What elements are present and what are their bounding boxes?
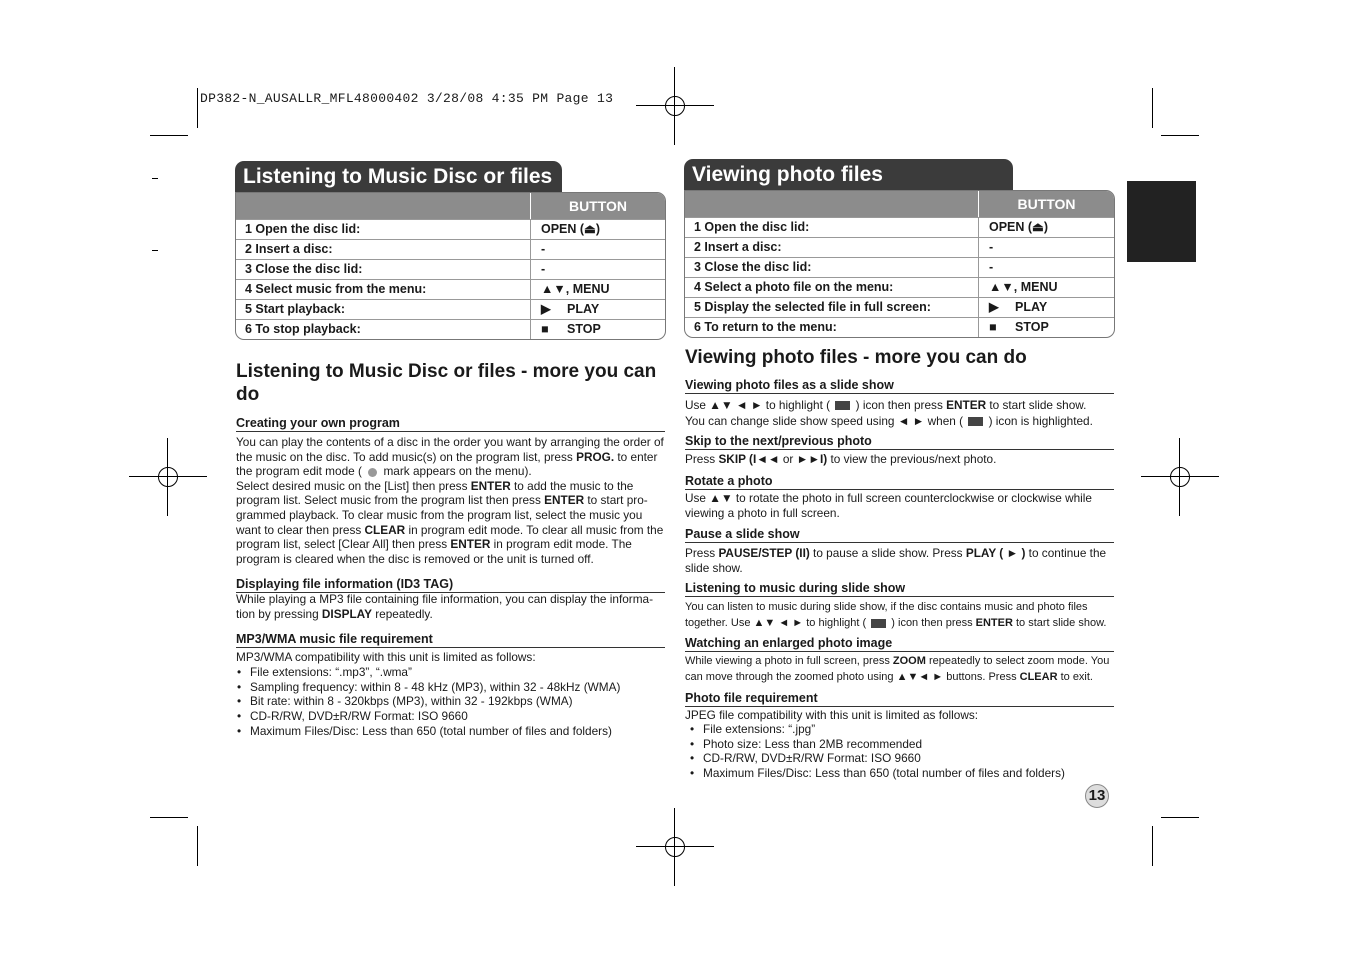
button-cell	[979, 218, 1114, 237]
step-label: 3 Close the disc lid:	[685, 258, 979, 277]
button-label: PLAY	[1015, 300, 1048, 314]
table-row	[685, 317, 1114, 337]
margin-mark	[152, 178, 158, 179]
table-row	[685, 297, 1114, 317]
section-text: While playing a MP3 file containing file information, you can display the informa-tion by pressing DISPLAY repeatedly.	[236, 592, 654, 621]
button-label: STOP	[1015, 320, 1049, 334]
section-tab-marker	[1127, 181, 1196, 262]
button-cell	[979, 318, 1114, 337]
table-row	[236, 279, 665, 299]
table-row	[685, 257, 1114, 277]
section-heading: Skip to the next/previous photo	[685, 434, 1114, 450]
section-text: MP3/WMA compatibility with this unit is limited as follows:	[236, 650, 536, 664]
crop-mark	[1161, 817, 1199, 818]
button-label: OPEN (⏏)	[541, 222, 601, 236]
crop-mark	[197, 88, 198, 128]
crop-mark	[1152, 826, 1153, 866]
section-text: Press SKIP (I◄◄ or ►►I) to view the previous/next photo.	[685, 452, 997, 466]
button-label: -	[989, 260, 994, 274]
button-label: ▲▼, MENU	[989, 280, 1058, 294]
list-item: • File extensions: “.mp3”, “.wma”	[236, 665, 666, 680]
button-label: -	[989, 240, 994, 254]
crop-mark	[1161, 135, 1199, 136]
step-label: 3 Close the disc lid:	[236, 260, 531, 279]
step-label: 1 Open the disc lid:	[236, 220, 531, 239]
table-header: BUTTON	[1017, 196, 1076, 212]
table-row	[236, 219, 665, 239]
step-label: 6 To return to the menu:	[685, 318, 979, 337]
section-heading: Rotate a photo	[685, 474, 1114, 490]
section-text: Press PAUSE/STEP (II) to pause a slide show. Press PLAY ( ► ) to continue the slide show.	[685, 546, 1107, 575]
button-cell	[531, 300, 665, 319]
registration-mark	[1141, 438, 1219, 516]
section-title: Viewing photo files	[684, 159, 1013, 191]
section-text: JPEG file compatibility with this unit is limited as follows:	[685, 708, 979, 722]
step-label: 4 Select a photo file on the menu:	[685, 278, 979, 297]
list-item: • Photo size: Less than 2MB recommended	[689, 737, 1115, 752]
list-item: • Bit rate: within 8 - 320kbps (MP3), within 32 - 192kbps (WMA)	[236, 694, 666, 709]
table-row	[685, 217, 1114, 237]
button-label: ▲▼, MENU	[541, 282, 610, 296]
list-item: • Sampling frequency: within 8 - 48 kHz (MP3), within 32 - 48kHz (WMA)	[236, 680, 666, 695]
table-row	[236, 239, 665, 259]
button-cell	[979, 298, 1114, 317]
print-slug: DP382-N_AUSALLR_MFL48000402 3/28/08 4:35 PM Page 13	[200, 91, 614, 106]
button-cell	[531, 320, 665, 339]
button-label: PLAY	[567, 302, 600, 316]
button-cell	[531, 260, 665, 279]
more-title: Viewing photo files - more you can do	[685, 347, 1027, 368]
section-text: While viewing a photo in full screen, press ZOOM repeatedly to select zoom mode. You can move through the zoomed photo using ▲▼◄ ► buttons. Press CLEAR to exit.	[685, 655, 1110, 683]
table-header: BUTTON	[568, 198, 628, 214]
section-heading: Listening to music during slide show	[685, 581, 1114, 597]
stop-icon: ■	[541, 322, 549, 336]
button-label: STOP	[567, 322, 601, 336]
button-cell	[979, 258, 1114, 277]
section-heading: Creating your own program	[236, 416, 665, 432]
section-heading: Viewing photo files as a slide show	[685, 378, 1114, 394]
section-heading: Watching an enlarged photo image	[685, 636, 1114, 652]
table-row	[236, 259, 665, 279]
section-text: You can play the contents of a disc in the order you want by arranging the order of the music on the disc. To add music(s) on the program list, press PROG. to enter the program edit mode ( mark appears on the menu). Select desired music on the [List] then press ENTER to add the music to the program list. Select music from the program list then press ENTER to start pro-grammed playback. To clear music from the program list, select the music you want to clear then press CLEAR in program edit mode. To clear all music from the program list, select [Clear All] then press ENTER in program edit mode. The program is cleared when the disc is removed or the unit is turned off.	[236, 435, 664, 566]
more-title: Listening to Music Disc or files - more you can do	[236, 361, 657, 405]
list-item: • Maximum Files/Disc: Less than 650 (total number of files and folders)	[236, 724, 666, 739]
table-row	[236, 319, 665, 339]
crop-mark	[150, 135, 188, 136]
program-mark-icon	[368, 468, 377, 477]
requirement-list	[236, 665, 666, 739]
step-label: 6 To stop playback:	[236, 320, 531, 339]
play-icon: ▶	[541, 302, 551, 316]
section-heading: Displaying file information (ID3 TAG)	[236, 577, 665, 593]
list-item: • CD-R/RW, DVD±R/RW Format: ISO 9660	[689, 751, 1115, 766]
table-row	[236, 299, 665, 319]
registration-mark	[129, 438, 207, 516]
button-label: -	[541, 262, 546, 276]
crop-mark	[197, 826, 198, 866]
button-label: -	[541, 242, 546, 256]
button-cell	[531, 220, 665, 239]
section-heading: Photo file requirement	[685, 691, 1114, 707]
crop-mark	[1152, 88, 1153, 128]
table-row	[685, 277, 1114, 297]
step-label: 4 Select music from the menu:	[236, 280, 531, 299]
step-label: 1 Open the disc lid:	[685, 218, 979, 237]
list-item: • Maximum Files/Disc: Less than 650 (total number of files and folders)	[689, 766, 1115, 781]
section-heading: Pause a slide show	[685, 527, 1114, 543]
step-label: 2 Insert a disc:	[685, 238, 979, 257]
stop-icon: ■	[989, 320, 997, 334]
speed-icon	[968, 417, 983, 426]
button-cell	[979, 238, 1114, 257]
step-label: 2 Insert a disc:	[236, 240, 531, 259]
music-slideshow-icon	[871, 619, 886, 628]
registration-mark	[636, 808, 714, 886]
step-label: 5 Start playback:	[236, 300, 531, 319]
play-icon: ▶	[989, 300, 999, 314]
slideshow-icon	[835, 401, 850, 410]
section-heading: MP3/WMA music file requirement	[236, 632, 665, 648]
registration-mark	[636, 67, 714, 145]
button-cell	[531, 240, 665, 259]
list-item: • CD-R/RW, DVD±R/RW Format: ISO 9660	[236, 709, 666, 724]
crop-mark	[150, 817, 188, 818]
page-number: 13	[1085, 784, 1109, 808]
list-item: • File extensions: “.jpg”	[689, 722, 1115, 737]
section-text: Use ▲▼ to rotate the photo in full screen counterclockwise or clockwise while viewing a photo in full screen.	[685, 491, 1092, 520]
step-label: 5 Display the selected file in full screen:	[685, 298, 979, 317]
section-title: Listening to Music Disc or files	[235, 161, 562, 193]
requirement-list	[689, 722, 1115, 781]
button-table	[235, 192, 666, 340]
button-table	[684, 190, 1115, 338]
section-text: You can listen to music during slide show, if the disc contains music and photo files together. Use ▲▼ ◄ ► to highlight ( ) icon then press ENTER to start slide show.	[685, 601, 1107, 629]
section-text: Use ▲▼ ◄ ► to highlight ( ) icon then press ENTER to start slide show. You can change slide show speed using ◄ ► when ( ) icon is highlighted.	[685, 398, 1093, 428]
button-cell	[979, 278, 1114, 297]
margin-mark	[152, 250, 158, 251]
table-row	[685, 237, 1114, 257]
button-cell	[531, 280, 665, 299]
button-label: OPEN (⏏)	[989, 220, 1049, 234]
